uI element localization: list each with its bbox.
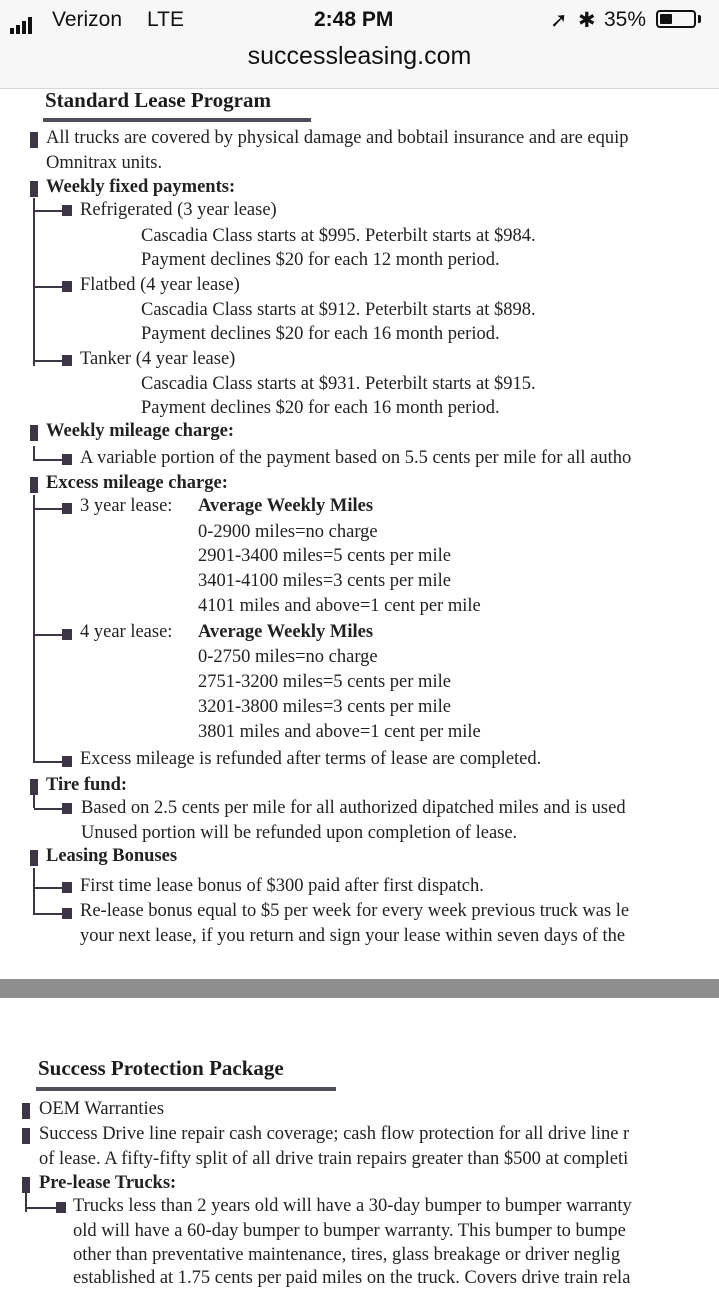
four-year-avg-heading: Average Weekly Miles bbox=[198, 622, 374, 642]
branch bbox=[34, 459, 62, 461]
pre-lease-line-1: Trucks less than 2 years old will have a 30-day bumper to bumper warranty bbox=[73, 1196, 632, 1216]
bullet bbox=[56, 1202, 66, 1213]
bullet bbox=[62, 756, 72, 767]
tanker-item: Tanker (4 year lease) bbox=[80, 349, 236, 369]
bonus-line-2b: your next lease, if you return and sign your lease within seven days of the bbox=[80, 926, 626, 946]
branch bbox=[34, 508, 62, 510]
bullet bbox=[30, 132, 38, 148]
branch bbox=[34, 360, 62, 362]
three-year-row: 2901-3400 miles=5 cents per mile bbox=[198, 546, 451, 566]
bullet bbox=[22, 1128, 30, 1144]
bullet bbox=[62, 503, 72, 514]
four-year-row: 0-2750 miles=no charge bbox=[198, 647, 378, 667]
branch bbox=[34, 286, 62, 288]
pre-lease-line-2: old will have a 60-day bumper to bumper warranty. This bumper to bumpe bbox=[73, 1221, 626, 1241]
bullet bbox=[30, 477, 38, 493]
url-bar[interactable]: successleasing.com bbox=[247, 42, 472, 70]
four-year-row: 2751-3200 miles=5 cents per mile bbox=[198, 672, 451, 692]
bullet bbox=[30, 850, 38, 866]
carrier-label: Verizon bbox=[52, 8, 123, 31]
three-year-avg-heading: Average Weekly Miles bbox=[198, 496, 374, 516]
refrigerated-price: Cascadia Class starts at $995. Peterbilt starts at $984. bbox=[141, 226, 536, 246]
weekly-fixed-heading: Weekly fixed payments: bbox=[46, 177, 236, 197]
bullet bbox=[30, 181, 38, 197]
title-underline bbox=[43, 118, 311, 122]
tanker-price: Cascadia Class starts at $931. Peterbilt starts at $915. bbox=[141, 374, 536, 394]
weekly-mileage-heading: Weekly mileage charge: bbox=[46, 421, 235, 441]
intro-line-1: All trucks are covered by physical damage and bobtail insurance and are equip bbox=[46, 128, 629, 148]
bullet bbox=[22, 1177, 30, 1193]
tire-fund-line-2: Unused portion will be refunded upon completion of lease. bbox=[81, 823, 518, 843]
pre-lease-line-3: other than preventative maintenance, tires, glass breakage or driver neglig bbox=[73, 1245, 621, 1265]
four-year-label: 4 year lease: bbox=[80, 622, 173, 642]
tree-line bbox=[33, 794, 35, 808]
bullet bbox=[62, 281, 72, 292]
protection-title: Success Protection Package bbox=[38, 1056, 284, 1080]
bluetooth-icon: ✱ bbox=[578, 9, 596, 32]
battery-icon bbox=[656, 10, 696, 28]
branch bbox=[26, 1207, 56, 1209]
oem-warranties: OEM Warranties bbox=[39, 1099, 165, 1119]
three-year-row: 0-2900 miles=no charge bbox=[198, 522, 378, 542]
three-year-row: 4101 miles and above=1 cent per mile bbox=[198, 596, 481, 616]
branch bbox=[34, 913, 62, 915]
bullet bbox=[62, 205, 72, 216]
location-icon: ➚ bbox=[550, 9, 568, 32]
bullet bbox=[30, 425, 38, 441]
branch bbox=[34, 808, 62, 810]
battery-tip bbox=[698, 15, 701, 23]
tire-fund-heading: Tire fund: bbox=[46, 775, 128, 795]
bonus-line-1: First time lease bonus of $300 paid after first dispatch. bbox=[80, 876, 484, 896]
bullet bbox=[62, 908, 72, 919]
pre-lease-heading: Pre-lease Trucks: bbox=[39, 1173, 177, 1193]
drive-line-2: of lease. A fifty-fifty split of all drive train repairs greater than $500 at completi bbox=[39, 1149, 629, 1169]
refrigerated-item: Refrigerated (3 year lease) bbox=[80, 200, 277, 220]
four-year-row: 3801 miles and above=1 cent per mile bbox=[198, 722, 481, 742]
flatbed-item: Flatbed (4 year lease) bbox=[80, 275, 240, 295]
battery-percent: 35% bbox=[604, 8, 647, 31]
status-bar bbox=[0, 0, 719, 89]
bullet bbox=[30, 779, 38, 795]
flatbed-price: Cascadia Class starts at $912. Peterbilt starts at $898. bbox=[141, 300, 536, 320]
tanker-decline: Payment declines $20 for each 16 month period. bbox=[141, 398, 500, 418]
bullet bbox=[62, 629, 72, 640]
leasing-bonuses-heading: Leasing Bonuses bbox=[46, 846, 178, 866]
bullet bbox=[62, 803, 72, 814]
section-divider bbox=[0, 979, 719, 998]
standard-lease-title: Standard Lease Program bbox=[45, 88, 271, 112]
bullet bbox=[22, 1103, 30, 1119]
bullet bbox=[62, 355, 72, 366]
bonus-line-2a: Re-lease bonus equal to $5 per week for every week previous truck was le bbox=[80, 901, 630, 921]
branch bbox=[34, 634, 62, 636]
tree-line bbox=[25, 1192, 27, 1212]
excess-refund-text: Excess mileage is refunded after terms of lease are completed. bbox=[80, 749, 542, 769]
weekly-mileage-text: A variable portion of the payment based on 5.5 cents per mile for all autho bbox=[80, 448, 632, 468]
tree-line bbox=[33, 495, 35, 763]
network-label: LTE bbox=[147, 8, 184, 31]
tire-fund-line-1: Based on 2.5 cents per mile for all authorized dipatched miles and is used bbox=[81, 798, 626, 818]
drive-line-1: Success Drive line repair cash coverage; cash flow protection for all drive line r bbox=[39, 1124, 630, 1144]
signal-icon bbox=[10, 10, 34, 34]
branch bbox=[34, 210, 62, 212]
refrigerated-decline: Payment declines $20 for each 12 month period. bbox=[141, 250, 500, 270]
four-year-row: 3201-3800 miles=3 cents per mile bbox=[198, 697, 451, 717]
bullet bbox=[62, 454, 72, 465]
tree-line bbox=[33, 198, 35, 366]
branch bbox=[34, 761, 62, 763]
three-year-row: 3401-4100 miles=3 cents per mile bbox=[198, 571, 451, 591]
flatbed-decline: Payment declines $20 for each 16 month period. bbox=[141, 324, 500, 344]
tree-line bbox=[33, 868, 35, 915]
branch bbox=[34, 887, 62, 889]
title-underline bbox=[36, 1087, 336, 1091]
clock: 2:48 PM bbox=[314, 8, 394, 31]
excess-mileage-heading: Excess mileage charge: bbox=[46, 473, 228, 493]
pre-lease-line-4: established at 1.75 cents per paid miles on the truck. Covers drive train rela bbox=[73, 1268, 631, 1288]
intro-line-2: Omnitrax units. bbox=[46, 153, 163, 173]
three-year-label: 3 year lease: bbox=[80, 496, 173, 516]
bullet bbox=[62, 882, 72, 893]
